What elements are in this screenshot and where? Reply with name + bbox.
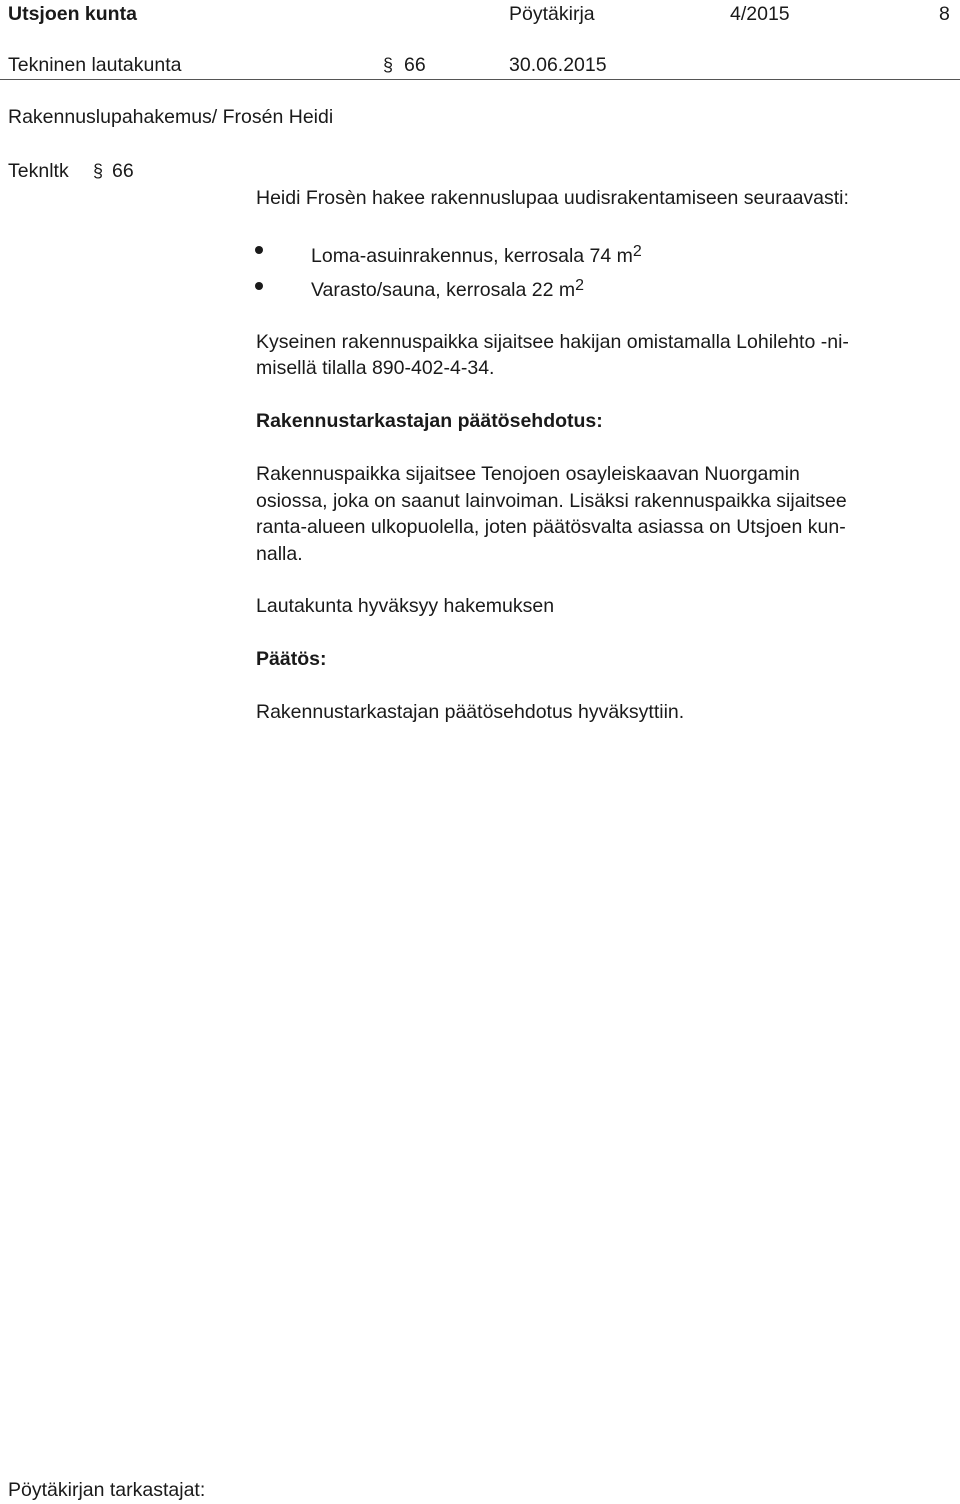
intro-text: Heidi Frosèn hakee rakennuslupaa uudisrakentamiseen seuraavasti:	[256, 187, 849, 209]
decision-heading: Päätös:	[256, 648, 327, 670]
decision-text: Rakennustarkastajan päätösehdotus hyväksyttiin.	[256, 701, 685, 723]
location-line: Kyseinen rakennuspaikka sijaitsee hakijan omistamalla Lohilehto -ni-	[256, 331, 849, 353]
list-item: Loma-asuinrakennus, kerrosala 74 $m^2$	[311, 243, 642, 267]
proposal-line: nalla.	[256, 543, 303, 565]
proposal-line: osiossa, joka on saanut lainvoiman. Lisäksi rakennuspaikka sijaitsee	[256, 490, 847, 512]
matter-ref-number: 66	[112, 160, 134, 182]
committee-name: Tekninen lautakunta	[8, 54, 182, 76]
page-number: 8	[939, 3, 950, 25]
proposal-heading: Rakennustarkastajan päätösehdotus:	[256, 410, 603, 432]
bullet-icon	[255, 246, 263, 254]
matter-ref-symbol: §	[93, 161, 104, 181]
location-line: misellä tilalla 890-402-4-34.	[256, 357, 495, 379]
meeting-date: 30.06.2015	[509, 54, 607, 76]
section-symbol: §	[383, 55, 394, 75]
document-type: Pöytäkirja	[509, 3, 595, 25]
header-divider	[0, 79, 960, 80]
proposal-line: ranta-alueen ulkopuolella, joten päätösvalta asiassa on Utsjoen kun-	[256, 516, 846, 538]
proposal-conclusion: Lautakunta hyväksyy hakemuksen	[256, 595, 555, 617]
reviewers-label: Pöytäkirjan tarkastajat:	[8, 1479, 206, 1501]
municipality-name: Utsjoen kunta	[8, 3, 137, 25]
matter-title: Rakennuslupahakemus/ Frosén Heidi	[8, 106, 334, 128]
matter-ref-label: Teknltk	[8, 160, 69, 182]
section-number: 66	[404, 54, 426, 76]
bullet-icon	[255, 282, 263, 290]
document-number: 4/2015	[730, 3, 790, 25]
proposal-line: Rakennuspaikka sijaitsee Tenojoen osayleiskaavan Nuorgamin	[256, 463, 800, 485]
list-item: Varasto/sauna, kerrosala 22 $m^2$	[311, 277, 584, 301]
